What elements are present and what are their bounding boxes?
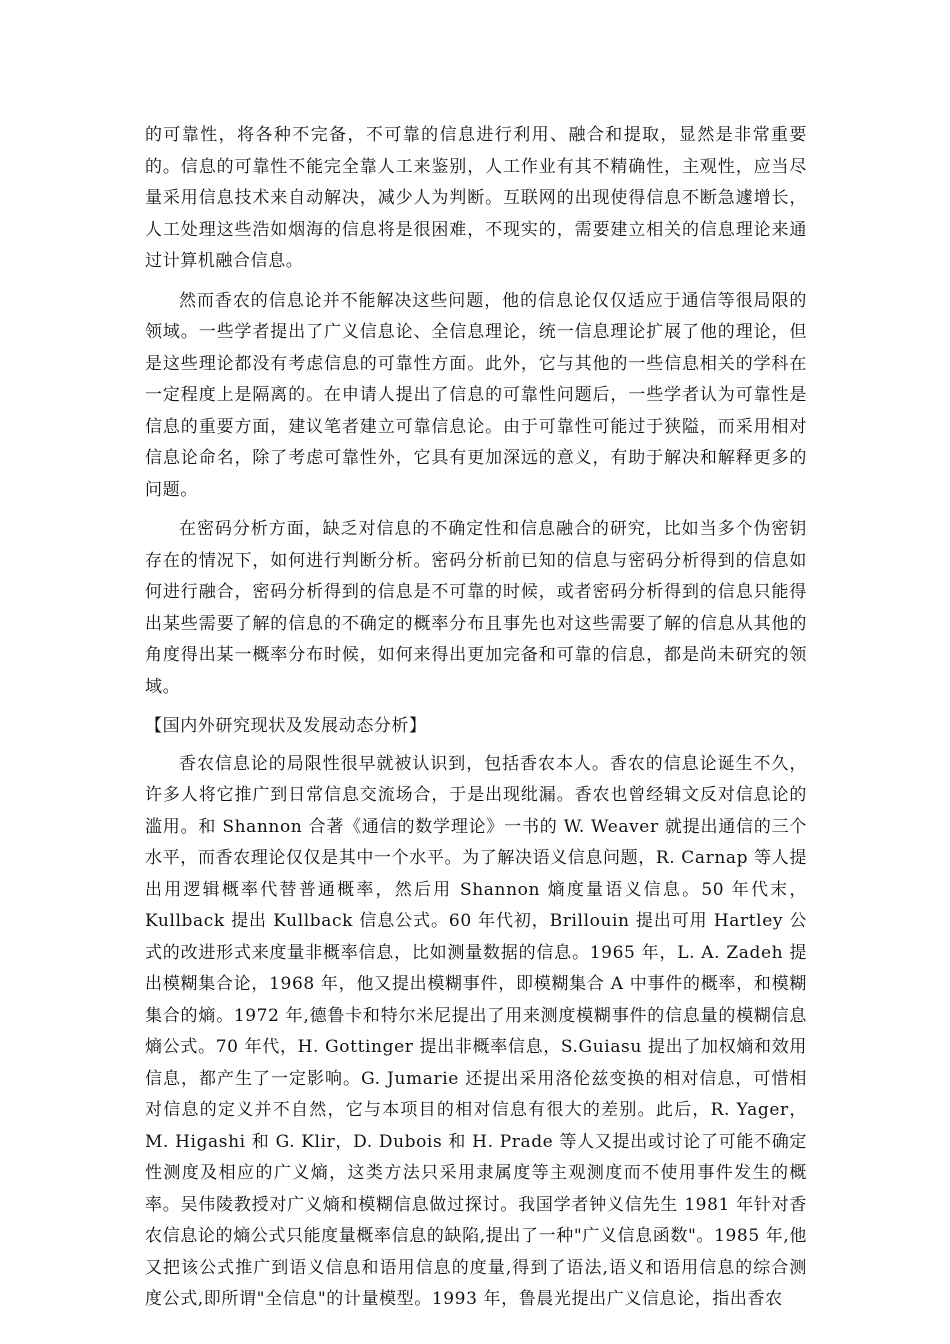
section-heading: 【国内外研究现状及发展动态分析】: [145, 716, 427, 736]
paragraph-continuation: 的可靠性，将各种不完备，不可靠的信息进行利用、融合和提取，显然是非常重要的。信息的可靠性不能完全靠人工来鉴别，人工作业有其不精确性，主观性，应当尽量采用信息技术来自动解决，减少人为判断。互联网的出现使得信息不断急遽增长，人工处理这些浩如烟海的信息将是很困难，不现实的，需要建立相关的信息理论来通过计算机融合信息。: [145, 125, 807, 271]
paragraph-shannon-limitations: 然而香农的信息论并不能解决这些问题，他的信息论仅仅适应于通信等很局限的领域。一些学者提出了广义信息论、全信息理论，统一信息理论扩展了他的理论，但是这些理论都没有考虑信息的可靠性方面。此外，它与其他的一些信息相关的学科在一定程度上是隔离的。在申请人提出了信息的可靠性问题后，一些学者认为可靠性是信息的重要方面，建议笔者建立可靠信息论。由于可靠性可能过于狭隘，而采用相对信息论命名，除了考虑可靠性外，它具有更加深远的意义，有助于解决和解释更多的问题。: [145, 290, 807, 500]
document-body: [145, 120, 807, 1324]
paragraph-research-status: 香农信息论的局限性很早就被认识到，包括香农本人。香农的信息论诞生不久，许多人将它推广到日常信息交流场合，于是出现纰漏。香农也曾经辑文反对信息论的滥用。和 Shannon 合著《通信的数学理论》一书的 W. Weaver 就提出通信的三个水平，而香农理论仅仅是其中一个水平。为了解决语义信息问题，R. Carnap 等人提出用逻辑概率代替普通概率，然后用 Shannon 熵度量语义信息。50 年代末，Kullback 提出 Kullback 信息公式。60 年代初，Brillouin 提出可用 Hartley 公式的改进形式来度量非概率信息，比如测量数据的信息。1965 年，L. A. Zadeh 提出模糊集合论，1968 年，他又提出模糊事件，即模糊集合 A 中事件的概率，和模糊集合的熵。1972 年,德鲁卡和特尔米尼提出了用来测度模糊事件的信息量的模糊信息熵公式。70 年代，H. Gottinger 提出非概率信息，S.Guiasu 提出了加权熵和效用信息，都产生了一定影响。G. Jumarie 还提出采用洛伦兹变换的相对信息，可惜相对信息的定义并不自然，它与本项目的相对信息有很大的差别。此后，R. Yager，M. Higashi 和 G. Klir，D. Dubois 和 H. Prade 等人又提出或讨论了可能不确定性测度及相应的广义熵，这类方法只采用隶属度等主观测度而不使用事件发生的概率。吴伟陵教授对广义熵和模糊信息做过探讨。我国学者钟义信先生 1981 年针对香农信息论的熵公式只能度量概率信息的缺陷,提出了一种"广义信息函数"。1985 年,他又把该公式推广到语义信息和语用信息的度量,得到了语法,语义和语用信息的综合测度公式,即所谓"全信息"的计量模型。1993 年，鲁晨光提出广义信息论，指出香农: [145, 753, 807, 1309]
paragraph-cryptanalysis: 在密码分析方面，缺乏对信息的不确定性和信息融合的研究，比如当多个伪密钥存在的情况下，如何进行判断分析。密码分析前已知的信息与密码分析得到的信息如何进行融合，密码分析得到的信息是不可靠的时候，或者密码分析得到的信息只能得出某些需要了解的信息的不确定的概率分布且事先也对这些需要了解的信息从其他的角度得出某一概率分布时候，如何来得出更加完备和可靠的信息，都是尚未研究的领域。: [145, 519, 807, 697]
